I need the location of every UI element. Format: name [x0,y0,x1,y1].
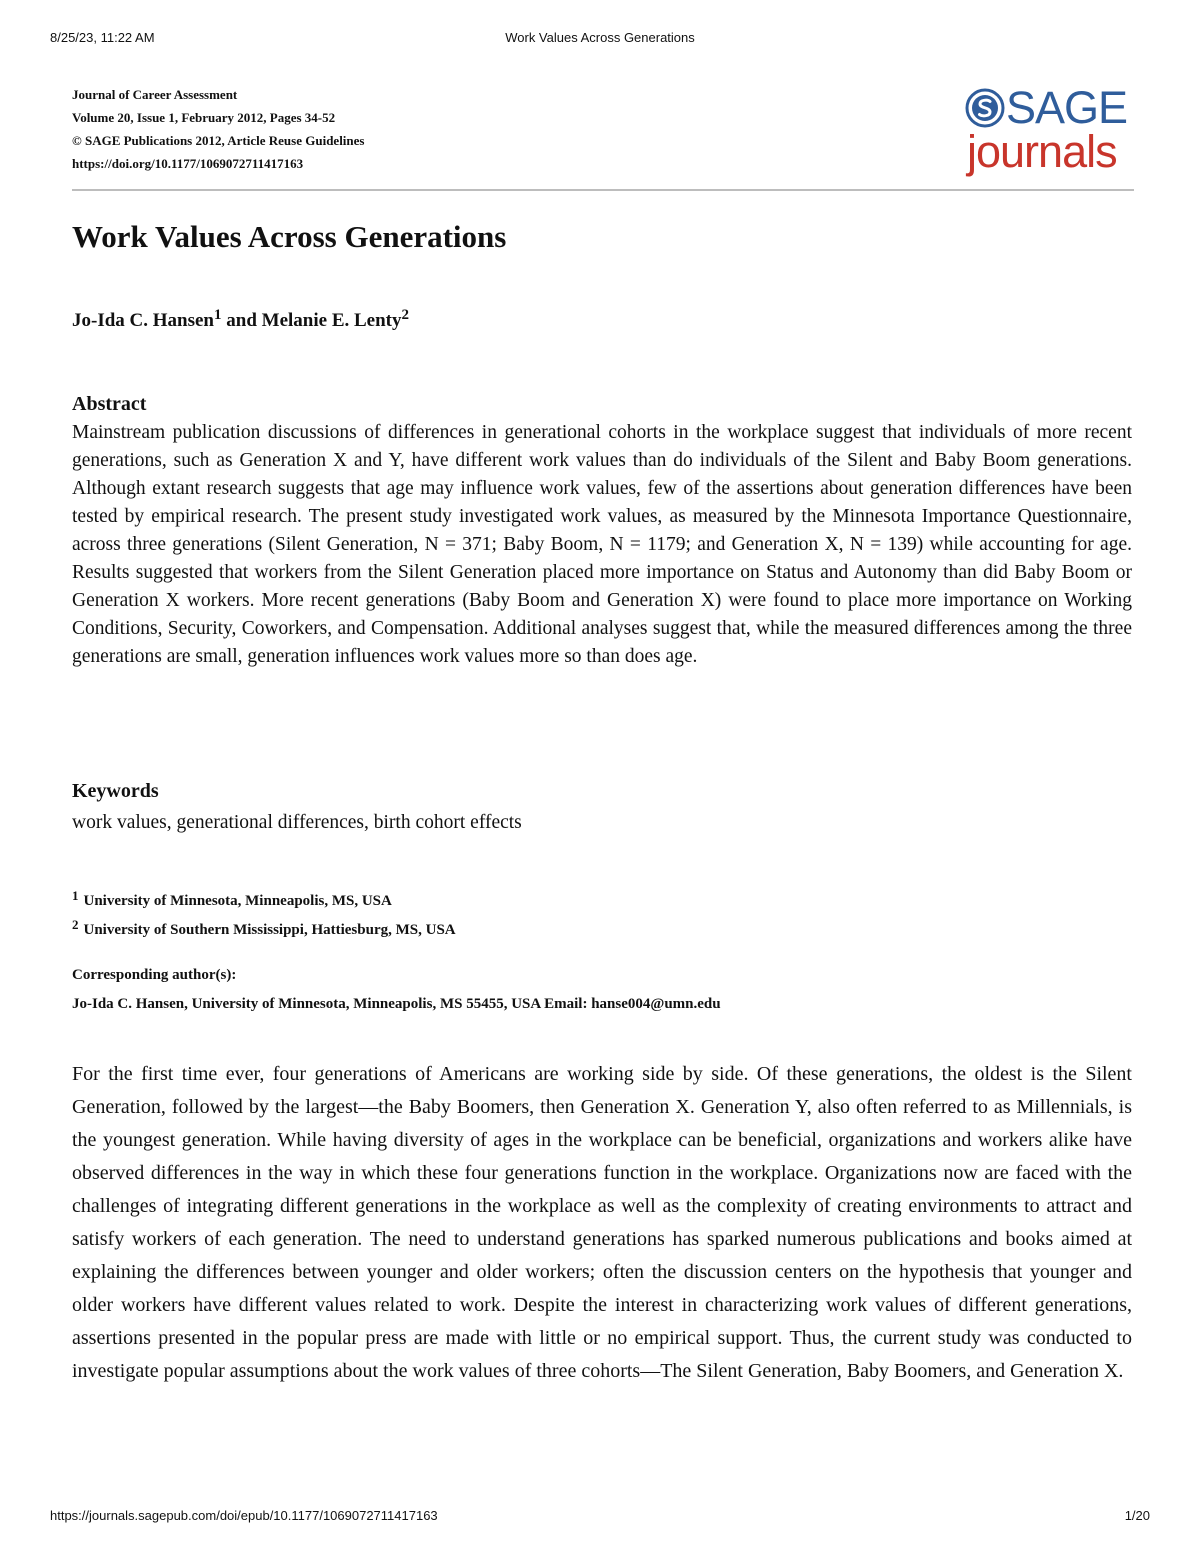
corresponding-heading: Corresponding author(s): [72,967,237,983]
affiliation-1 [72,888,392,910]
author-affiliation-marker: 1 [214,307,222,323]
print-timestamp: 8/25/23, 11:22 AM [50,30,155,45]
print-header [50,30,1150,50]
print-url: https://journals.sagepub.com/doi/epub/10.1177/1069072711417163 [50,1508,438,1523]
author-joiner: and [226,310,257,331]
header-divider [72,189,1134,191]
abstract-heading: Abstract [72,393,147,415]
affiliation-marker: 1 [72,888,79,903]
author-name: Melanie E. Lenty [261,310,402,331]
logo-sage-text: SAGE [1006,82,1128,133]
keywords-heading: Keywords [72,780,159,802]
intro-paragraph: For the first time ever, four generations of Americans are working side by side. Of these generations, the oldest is the Silent Generation, followed by the largest—the Baby Boomers, then Generation X. Generation Y, also often referred to as Millennials, is the youngest generation. While having diversity of ages in the workplace can be beneficial, organizations and workers alike have observed differences in the way in which these four generations function in the workplace. Organizations now are faced with the challenges of integrating different generations in the workplace as well as the complexity of creating environments to attract and satisfy workers of each generation. The need to understand generations has sparked numerous publications and books aimed at explaining the differences between younger and older workers; often the discussion centers on the hypothesis that younger and older workers have different values related to work. Despite the interest in characterizing work values of different generations, assertions presented in the popular press are made with little or no empirical support. Thus, the current study was conducted to investigate popular assumptions about the work values of three cohorts—The Silent Generation, Baby Boomers, and Generation X. [72,1063,1132,1382]
affiliation-text: University of Southern Mississippi, Hattiesburg, MS, USA [83,922,456,938]
journal-doi[interactable]: https://doi.org/10.1177/1069072711417163 [72,156,304,171]
print-title: Work Values Across Generations [505,30,695,45]
sage-logo-icon [965,88,1005,128]
journal-issue: Volume 20, Issue 1, February 2012, Pages 34-52 [72,110,336,125]
affiliation-text: University of Minnesota, Minneapolis, MS, USA [83,893,392,909]
logo-journals-text: journals [967,126,1117,177]
sage-journals-logo [965,84,1135,180]
keywords-text: work values, generational differences, birth cohort effects [72,812,522,833]
author-name: Jo-Ida C. Hansen [72,310,214,331]
journal-meta [72,83,364,175]
author-affiliation-marker: 2 [401,307,409,323]
article-authors [72,307,409,332]
corresponding-author: Jo-Ida C. Hansen, University of Minnesota, Minneapolis, MS 55455, USA Email: hanse004@umn.edu [72,996,721,1012]
journal-copyright: © SAGE Publications 2012, Article Reuse Guidelines [72,133,365,148]
journal-name: Journal of Career Assessment [72,87,238,102]
print-page-number: 1/20 [1124,1508,1150,1523]
article-title: Work Values Across Generations [72,219,507,254]
affiliation-marker: 2 [72,917,79,932]
affiliation-2 [72,917,456,939]
abstract-text: Mainstream publication discussions of differences in generational cohorts in the workplace suggest that individuals of more recent generations, such as Generation X and Y, have different work values than do individuals of the Silent and Baby Boom generations. Although extant research suggests that age may influence work values, few of the assertions about generation differences have been tested by empirical research. The present study investigated work values, as measured by the Minnesota Importance Questionnaire, across three generations (Silent Generation, N = 371; Baby Boom, N = 1179; and Generation X, N = 139) while accounting for age. Results suggested that workers from the Silent Generation placed more importance on Status and Autonomy than did Baby Boom or Generation X workers. More recent generations (Baby Boom and Generation X) were found to place more importance on Working Conditions, Security, Coworkers, and Compensation. Additional analyses suggest that, while the measured differences among the three generations are small, generation influences work values more so than does age. [72,422,1132,667]
